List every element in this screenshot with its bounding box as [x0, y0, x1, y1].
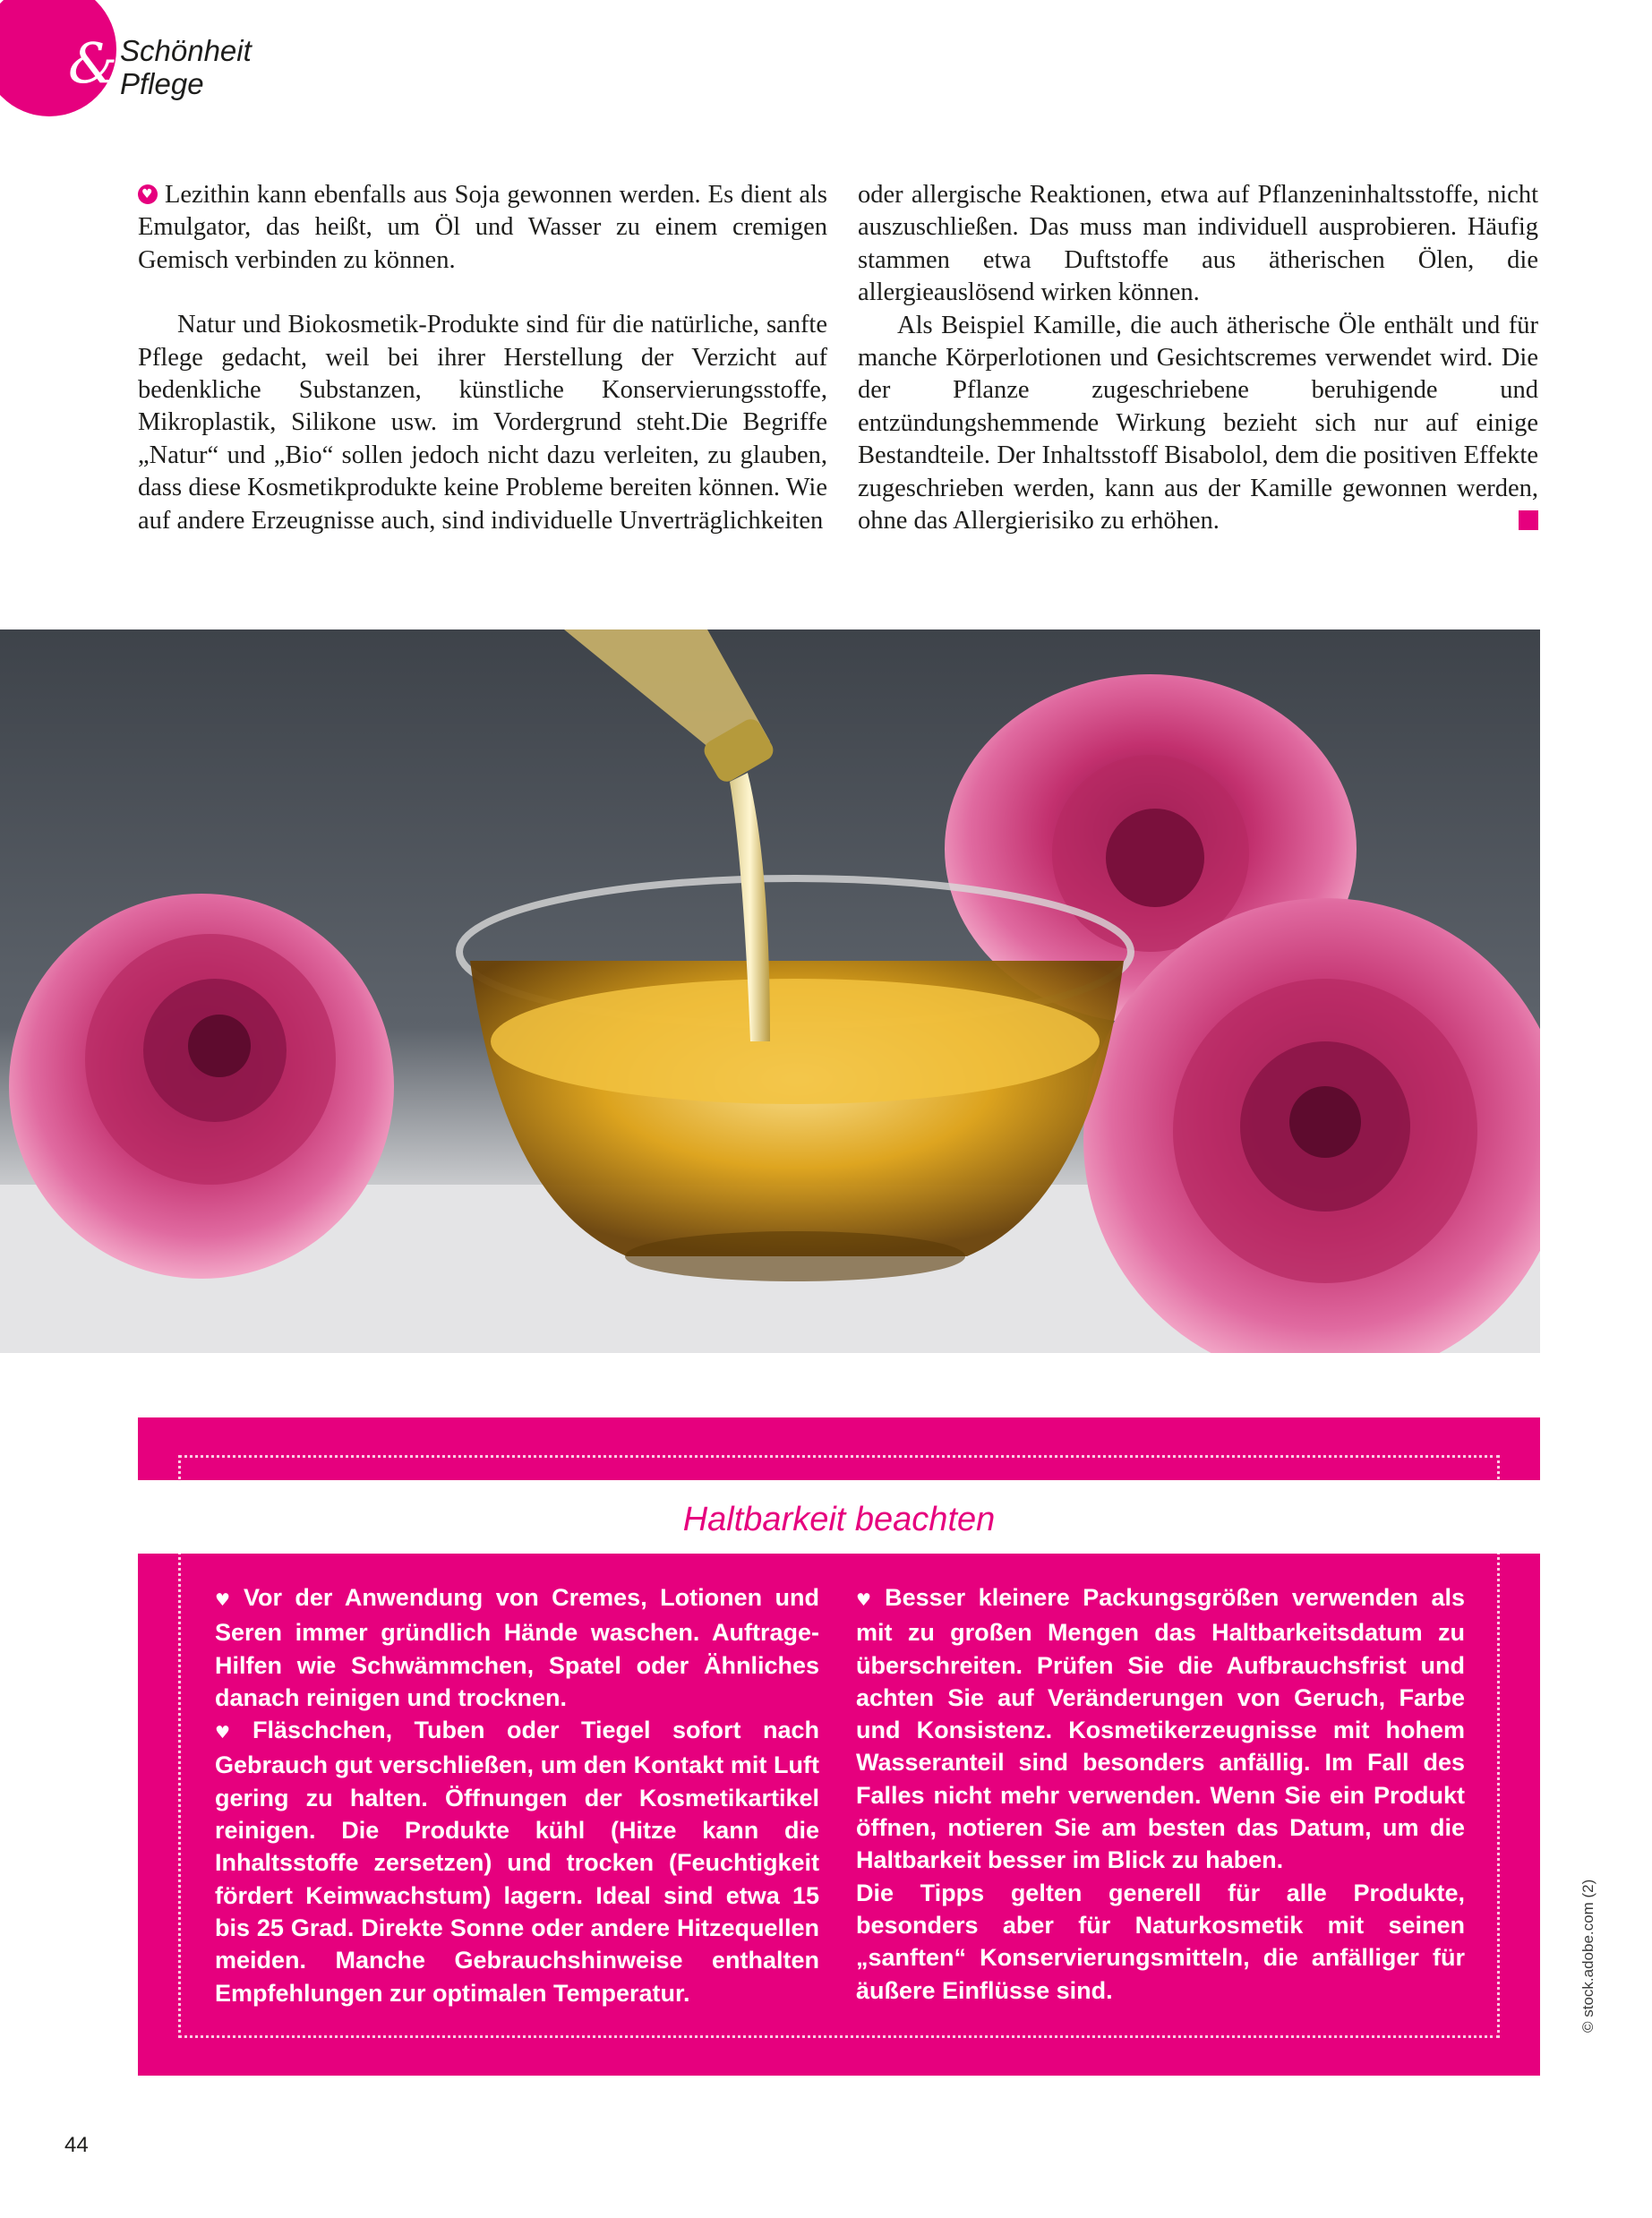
- ampersand-logo: &: [68, 30, 118, 96]
- article-column-right: [858, 179, 1538, 537]
- article-paragraph: Natur und Biokosmetik-Produkte sind für die natürliche, sanfte Pflege gedacht, weil bei ihrer Herstellung der Verzicht auf bedenkliche Substanzen, künstliche Konservierungsstoffe, Mikroplastik, Silikone usw. im Vordergrund steht.Die Begriffe „Natur“ und „Bio“ sollen jedoch nicht dazu verleiten, zu glauben, dass diese Kosmetikprodukte keine Probleme bereiten können. Wie auf andere Erzeugnisse auch, sind individuelle Unverträglichkeiten: [138, 311, 827, 535]
- article-paragraph-text: Als Beispiel Kamille, die auch ätherische Öle enthält und für manche Körperlotionen und Gesichtscremes verwendet wird. Die der Pflanze zugeschriebene beruhigende und entzündungshemmende Wirkung bezieht sich nur auf einige Bestandteile. Der Inhaltsstoff Bisabolol, dem die positiven Effekte zugeschrieben werden, kann aus der Kamille gewonnen werden, ohne das Allergierisiko zu erhöhen.: [858, 311, 1538, 535]
- infobox-list-item-text: Vor der Anwendung von Cremes, Lotionen und Seren immer gründlich Hände waschen. Auftrage-Hilfen wie Schwämmchen, Spatel oder Ähnliches danach reinigen und trocknen.: [215, 1584, 819, 1711]
- infobox-column-right: [856, 1581, 1465, 2007]
- infobox-paragraph: Die Tipps gelten generell für alle Produkte, besonders aber für Naturkosmetik mit seinen „sanften“ Konservierungsmitteln, die anfälliger für äußere Einflüsse sind.: [856, 1879, 1465, 2004]
- infobox-list-item: [215, 1714, 819, 2009]
- infobox-list-item-text: Besser kleinere Packungsgrößen verwenden als mit zu großen Mengen das Haltbarkeitsdatum zu überschreiten. Prüfen Sie die Aufbrauchsfrist und achten Sie auf Veränderungen von Geruch, Farbe und Konsistenz. Kosmetikerzeugnisse mit hohem Wasseranteil sind besonders anfällig. Im Fall des Falles nicht mehr verwenden. Wenn Sie ein Produkt öffnen, notieren Sie am besten das Datum, um die Haltbarkeit besser im Blick zu haben.: [856, 1584, 1465, 1874]
- section-title: [120, 34, 252, 100]
- roses-oil-bowl-photo: [0, 629, 1540, 1353]
- heart-bullet-icon: ♥: [215, 1590, 236, 1610]
- article-paragraph-last: [858, 310, 1538, 538]
- infobox-column-left: [215, 1581, 819, 2009]
- heart-bullet-icon: ♥: [856, 1590, 878, 1610]
- infobox-list-item: [856, 1581, 1465, 1877]
- section-title-line1: Schönheit: [120, 34, 252, 67]
- article-column-left: [138, 179, 827, 537]
- end-of-article-square-icon: [1519, 510, 1538, 530]
- infobox-title: Haltbarkeit beachten: [682, 1501, 996, 1538]
- infobox-shelf-life: [138, 1417, 1540, 2076]
- article-paragraph: [138, 179, 827, 277]
- page-number: 44: [64, 2133, 89, 2157]
- section-title-line2: Pflege: [120, 67, 204, 100]
- infobox-list-item-text: Fläschchen, Tuben oder Tiegel sofort nach Gebrauch gut verschließen, um den Kontakt mit Luft gering zu halten. Öffnungen der Kosmetikartikel reinigen. Die Produkte kühl (Hitze kann die Inhaltsstoffe zersetzen) und trocken (Feuchtigkeit fördert Keimwachstum) lagern. Ideal sind etwa 15 bis 25 Grad. Direkte Sonne oder andere Hitzequellen meiden. Manche Gebrauchshinweise enthalten Empfehlungen zur optimalen Temperatur.: [215, 1717, 819, 2007]
- heart-bullet-icon: [138, 184, 158, 204]
- rose-left: [9, 894, 394, 1279]
- article-paragraph-text: Lezithin kann ebenfalls aus Soja gewonnen werden. Es dient als Emulgator, das heißt, um Öl und Wasser zu einem cremigen Gemisch verbinden zu können.: [138, 181, 827, 274]
- infobox-list-item: [215, 1581, 819, 1714]
- article-paragraph: oder allergische Reaktionen, etwa auf Pflanzeninhaltsstoffe, nicht auszuschließen. Das muss man individuell ausprobieren. Häufig stammen etwa Duftstoffe aus ätherischen Ölen, die allergieauslösend wirken können.: [858, 181, 1538, 307]
- photo-credit: © stock.adobe.com (2): [1579, 1879, 1596, 2033]
- heart-bullet-icon: ♥: [215, 1723, 246, 1743]
